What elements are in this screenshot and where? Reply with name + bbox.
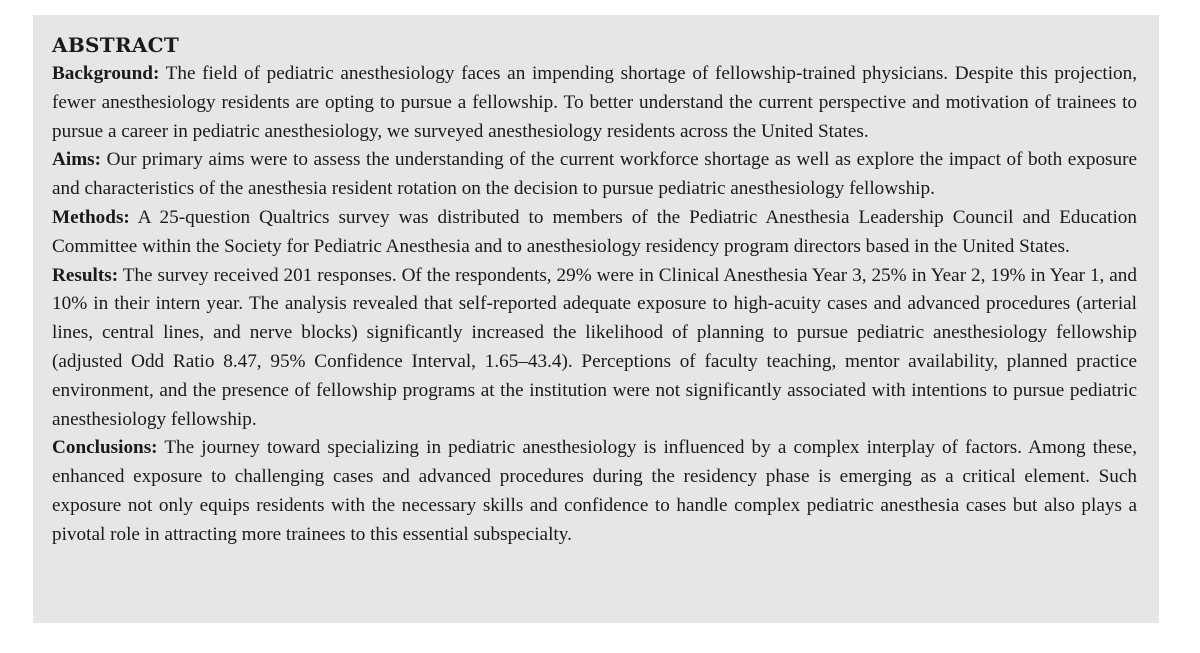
abstract-heading: ABSTRACT xyxy=(52,33,180,57)
section-text-aims: Our primary aims were to assess the understanding of the current workforce shortage as well as explore the impact of both exposure and characteristics of the anesthesia resident rotation on the decision to pursue pediatric anesthesiology fellowship. xyxy=(52,149,1138,200)
section-label-aims: Aims: xyxy=(52,149,102,171)
section-label-background: Background: xyxy=(52,63,160,84)
section-label-methods: Methods: xyxy=(52,206,130,228)
section-aims xyxy=(52,146,1137,204)
section-text-methods: A 25-question Qualtrics survey was distributed to members of the Pediatric Anesthesia Leadership Council and Education Committee within the Society for Pediatric Anesthesia and to anesthesiology residency program directors based in the United States. xyxy=(52,206,1137,257)
section-label-results: Results: xyxy=(52,264,119,286)
section-methods xyxy=(52,204,1137,262)
section-text-results: The survey received 201 responses. Of the respondents, 29% were in Clinical Anesthesia Year 3, 25% in Year 2, 19% in Year 1, and 10% in their intern year. The analysis revealed that self-reported adequate exposure to high-acuity cases and advanced procedures (arterial lines, central lines, and nerve blocks) significantly increased the likelihood of planning to pursue pediatric anesthesiology fellowship (adjusted Odd Ratio 8.47, 95% Confidence Interval, 1.65–43.4). Perceptions of faculty teaching, mentor availability, planned practice environment, and the presence of fellowship programs at the institution were not significantly associated with intentions to pursue pediatric anesthesiology fellowship. xyxy=(52,264,1137,430)
section-label-conclusions: Conclusions: xyxy=(52,437,158,459)
section-background xyxy=(52,60,1137,146)
section-conclusions xyxy=(52,434,1137,549)
section-results xyxy=(52,262,1137,435)
section-text-background: The field of pediatric anesthesiology faces an impending shortage of fellowship-trained physicians. Despite this projection, fewer anesthesiology residents are opting to pursue a fellowship. To better understand the current perspective and motivation of trainees to pursue a career in pediatric anesthesiology, we surveyed anesthesiology residents across the United States. xyxy=(52,63,1138,142)
abstract-box xyxy=(33,15,1159,623)
section-text-conclusions: The journey toward specializing in pediatric anesthesiology is influenced by a complex interplay of factors. Among these, enhanced exposure to challenging cases and advanced procedures during the residency phase is emerging as a critical element. Such exposure not only equips residents with the necessary skills and confidence to handle complex pediatric anesthesia cases but also plays a pivotal role in attracting more trainees to this essential subspecialty. xyxy=(52,437,1137,545)
